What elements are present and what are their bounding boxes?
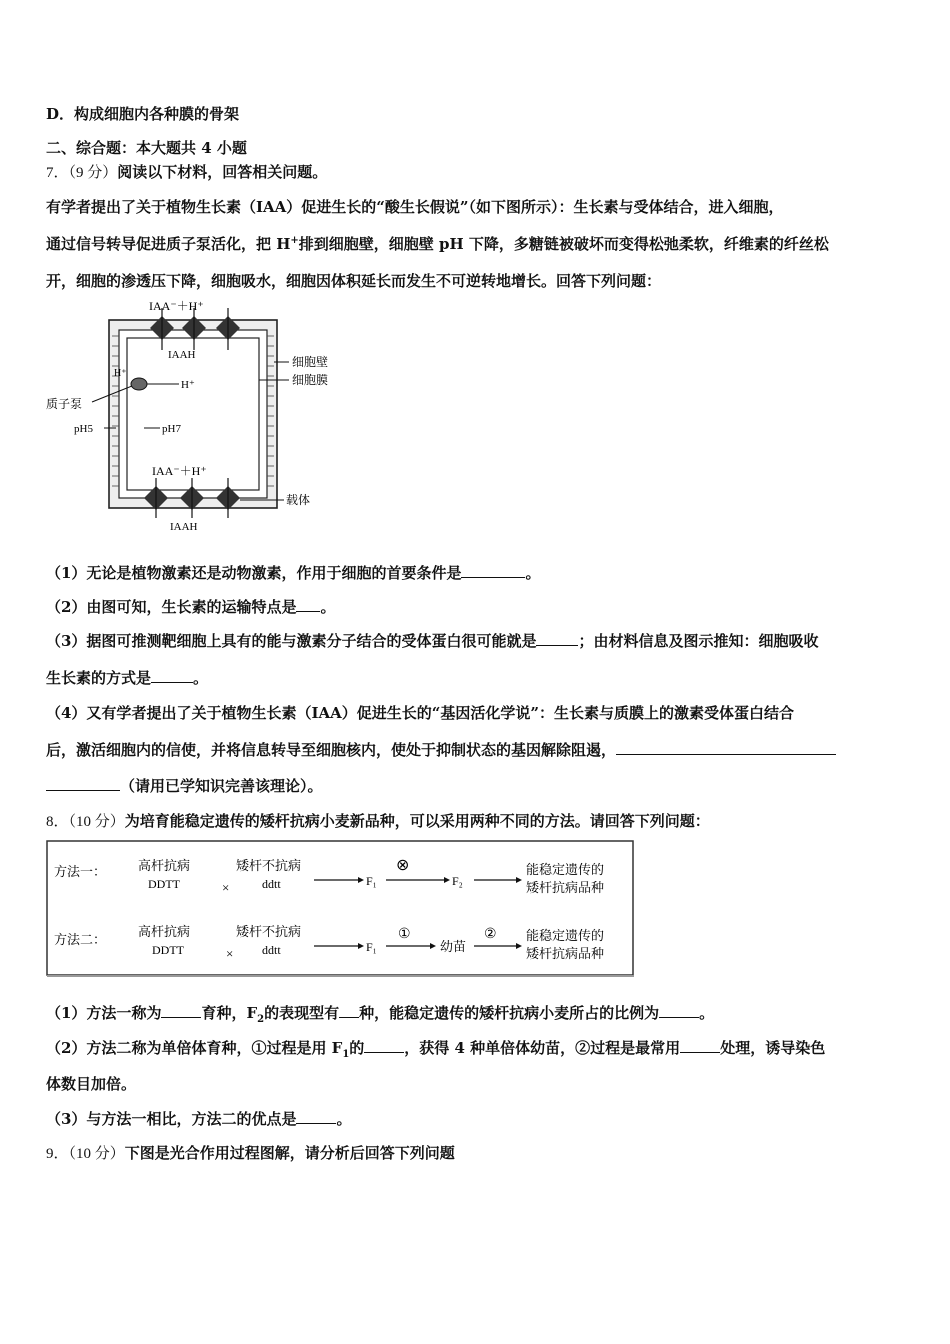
q7-sub-3 — [46, 630, 818, 651]
q7-sub-1 — [46, 562, 540, 583]
m2-cross-symbol: × — [226, 946, 234, 961]
answer-blank[interactable] — [461, 563, 525, 578]
top-iaa-label: IAA⁻＋H⁺ — [149, 299, 204, 313]
answer-blank[interactable] — [296, 597, 320, 612]
q7-2-end: 。 — [320, 598, 336, 616]
m1-parent1-genotype: DDTT — [148, 877, 180, 891]
pump-label: 质子泵 — [46, 397, 83, 411]
answer-blank[interactable] — [536, 631, 578, 646]
q7-number: 7．（9 分） — [46, 165, 118, 181]
q7-para-2b: 排到细胞壁，细胞壁 pH 下降，多糖链被破坏而变得松弛柔软，纤维素的纤丝松 — [298, 235, 829, 253]
ph5-label: pH5 — [74, 423, 93, 435]
m2-parent2-name: 矮杆不抗病 — [236, 924, 302, 939]
answer-blank[interactable] — [151, 668, 193, 683]
q8-1a-text: （1）方法一称为 — [46, 1004, 162, 1022]
m1-f2-label: F₂ — [452, 874, 463, 888]
sup-plus: + — [290, 235, 299, 246]
q7-para-2a: 通过信号转导促进质子泵活化，把 H — [46, 235, 291, 253]
q7-sub-2 — [46, 596, 335, 617]
m2-seedling-label: 幼苗 — [440, 939, 467, 954]
m1-parent1-name: 高杆抗病 — [138, 858, 191, 873]
q7-3b-text: ；由材料信息及图示推知：细胞吸收 — [578, 632, 819, 650]
breeding-methods-figure — [46, 840, 636, 978]
section-2-heading: 二、综合题：本大题共 4 小题 — [46, 139, 247, 157]
q7-sub-4-end — [46, 775, 323, 796]
q8-1b-text: 育种，F — [201, 1004, 258, 1022]
q7-sub-3-cont — [46, 667, 208, 688]
q8-2c-text: ，获得 4 种单倍体幼苗，②过程是最常用 — [404, 1039, 681, 1057]
sub-2: 2 — [257, 1014, 265, 1025]
q7-para-1: 有学者提出了关于植物生长素（IAA）促进生长的“酸生长假说”（如下图所示）：生长素与受体结合，进入细胞， — [46, 198, 784, 216]
wall-label: 细胞壁 — [292, 355, 329, 369]
proton-pump-icon — [131, 378, 147, 390]
q8-title: 为培育能稳定遗传的矮杆抗病小麦新品种，可以采用两种不同的方法。请回答下列问题： — [124, 812, 710, 830]
q8-3a-text: （3）与方法一相比，方法二的优点是 — [46, 1110, 297, 1128]
q8-number: 8．（10 分） — [46, 814, 125, 830]
q9-number: 9．（10 分） — [46, 1146, 125, 1162]
acid-growth-figure — [44, 296, 364, 536]
m1-parent2-name: 矮杆不抗病 — [236, 858, 302, 873]
q7-sub-4: （4）又有学者提出了关于植物生长素（IAA）促进生长的“基因活化学说”：生长素与质膜上的激素受体蛋白结合 — [46, 704, 794, 722]
hplus-right-label: H⁺ — [181, 379, 195, 391]
q8-sub-1 — [46, 1002, 714, 1025]
q8-3-end: 。 — [336, 1110, 352, 1128]
m1-result-line1: 能稳定遗传的 — [526, 862, 605, 877]
answer-blank[interactable] — [616, 740, 836, 755]
answer-blank[interactable] — [659, 1003, 699, 1018]
bottom-iaah-label: IAAH — [170, 521, 198, 533]
q8-header — [46, 810, 710, 831]
m2-result-line1: 能稳定遗传的 — [526, 928, 605, 943]
self-cross-icon: ⊗ — [396, 857, 410, 874]
answer-blank[interactable] — [680, 1038, 720, 1053]
ph7-label: pH7 — [162, 423, 181, 435]
q7-4c-text: （请用已学知识完善该理论）。 — [120, 777, 323, 795]
m2-f1-label: F₁ — [366, 940, 377, 954]
carrier-label: 载体 — [286, 493, 311, 507]
hplus-left-label: H⁺ — [114, 368, 127, 379]
sub-1: 1 — [342, 1049, 350, 1060]
q7-1-end: 。 — [525, 564, 541, 582]
m2-result-line2: 矮杆抗病品种 — [526, 946, 605, 961]
q7-3-end: 。 — [193, 669, 209, 687]
q8-sub-2-cont: 体数目加倍。 — [46, 1075, 137, 1093]
bottom-iaa-label: IAA⁻＋H⁺ — [152, 464, 207, 478]
m2-step1-label: ① — [398, 927, 411, 942]
m2-parent2-genotype: ddtt — [262, 943, 281, 957]
option-d: D．构成细胞内各种膜的骨架 — [46, 105, 240, 123]
m1-cross-symbol: × — [222, 880, 230, 895]
q7-para-3: 开，细胞的渗透压下降，细胞吸水，细胞因体积延长而发生不可逆转地增长。回答下列问题： — [46, 272, 662, 290]
membrane-label: 细胞膜 — [292, 373, 329, 387]
q7-3a-text: （3）据图可推测靶细胞上具有的能与激素分子结合的受体蛋白很可能就是 — [46, 632, 537, 650]
q7-header — [46, 161, 327, 182]
q8-2b-text: 的 — [349, 1039, 365, 1057]
q7-3c-text: 生长素的方式是 — [46, 669, 152, 687]
q9-header — [46, 1142, 455, 1163]
m1-f1-label: F₁ — [366, 874, 377, 888]
q7-1-text: （1）无论是植物激素还是动物激素，作用于细胞的首要条件是 — [46, 564, 462, 582]
m2-parent1-genotype: DDTT — [152, 943, 184, 957]
q7-title: 阅读以下材料，回答相关问题。 — [117, 163, 328, 181]
m2-step2-label: ② — [484, 927, 497, 942]
answer-blank[interactable] — [339, 1003, 359, 1018]
q8-2d-text: 处理，诱导染色 — [720, 1039, 826, 1057]
top-iaah-label: IAAH — [168, 349, 196, 361]
m1-parent2-genotype: ddtt — [262, 877, 281, 891]
answer-blank[interactable] — [296, 1109, 336, 1124]
q8-sub-3 — [46, 1108, 351, 1129]
q8-2a-text: （2）方法二称为单倍体育种，①过程是用 F — [46, 1039, 343, 1057]
top-carriers — [150, 316, 240, 340]
m1-result-line2: 矮杆抗病品种 — [526, 880, 605, 895]
q8-1c-text: 的表现型有 — [264, 1004, 340, 1022]
q7-para-2 — [46, 233, 829, 254]
q7-sub-4-cont — [46, 739, 836, 760]
q8-sub-2 — [46, 1037, 825, 1060]
q7-4b-text: 后，激活细胞内的信使，并将信息转导至细胞核内，使处于抑制状态的基因解除阻遏， — [46, 741, 617, 759]
method2-label: 方法二： — [54, 932, 107, 947]
q8-1-end: 。 — [699, 1004, 715, 1022]
answer-blank[interactable] — [364, 1038, 404, 1053]
answer-blank[interactable] — [46, 776, 120, 791]
q8-1d-text: 种，能稳定遗传的矮杆抗病小麦所占的比例为 — [359, 1004, 660, 1022]
q7-2-text: （2）由图可知，生长素的运输特点是 — [46, 598, 297, 616]
answer-blank[interactable] — [161, 1003, 201, 1018]
m2-parent1-name: 高杆抗病 — [138, 924, 191, 939]
q9-title: 下图是光合作用过程图解，请分析后回答下列问题 — [124, 1144, 455, 1162]
method1-label: 方法一： — [54, 864, 107, 879]
